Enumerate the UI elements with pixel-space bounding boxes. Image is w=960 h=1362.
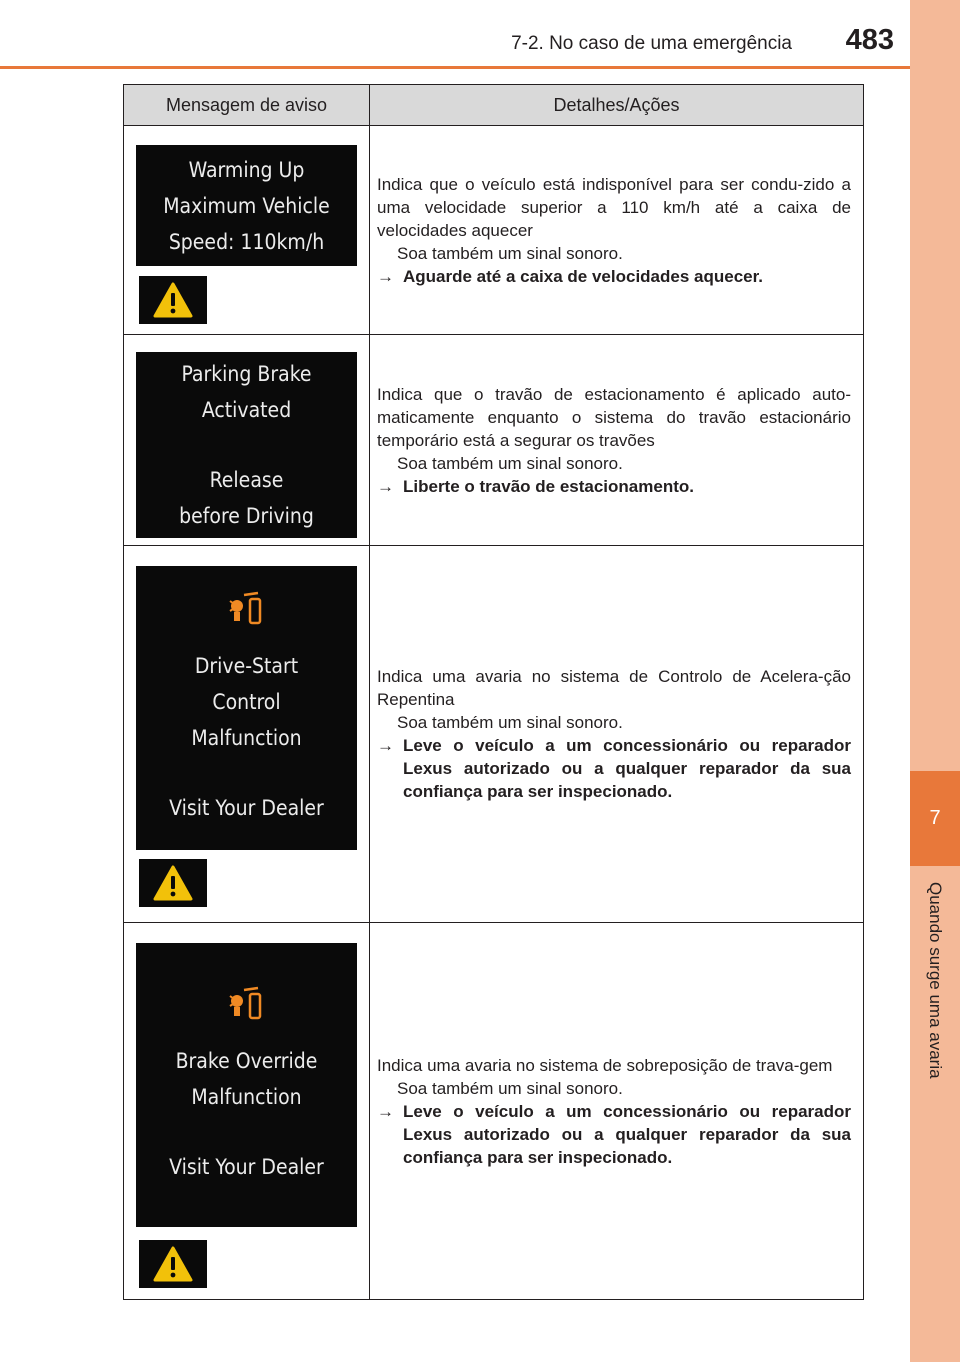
screen-line: Malfunction bbox=[191, 1084, 302, 1109]
table-row bbox=[124, 923, 864, 1300]
table-row bbox=[124, 126, 864, 335]
warning-messages-table bbox=[123, 84, 864, 1300]
description-text: Indica uma avaria no sistema de Controlo de Acelera-ção Repentina bbox=[377, 667, 851, 709]
action-line bbox=[377, 475, 851, 498]
message-cell bbox=[124, 335, 370, 546]
details-cell bbox=[370, 923, 864, 1300]
screen-line: Speed: 110km/h bbox=[168, 229, 325, 254]
screen-line: Drive-Start bbox=[194, 653, 299, 678]
sound-text: Soa também um sinal sonoro. bbox=[397, 713, 623, 732]
screen-line: Visit Your Dealer bbox=[169, 1154, 324, 1179]
action-text: Leve o veículo a um concessionário ou reparador Lexus autorizado ou a qualquer reparador da sua confiança para ser inspecionado. bbox=[403, 736, 851, 801]
display-screen bbox=[136, 943, 357, 1227]
screen-line: Activated bbox=[201, 398, 292, 422]
action-line bbox=[377, 1100, 851, 1169]
arrow-icon: → bbox=[377, 476, 394, 496]
display-screen bbox=[136, 352, 357, 538]
sound-text: Soa também um sinal sonoro. bbox=[397, 243, 623, 263]
description-text: Indica que o veículo está indisponível para ser condu-zido a uma velocidade superior a 110 km/h até a caixa de velocidades aquecer bbox=[377, 174, 851, 240]
arrow-icon: → bbox=[377, 266, 394, 286]
screen-line: Maximum Vehicle bbox=[163, 193, 330, 218]
screen-line: Brake Override bbox=[175, 1048, 318, 1073]
screen-line: Control bbox=[212, 689, 281, 714]
chapter-title: Quando surge uma avaria bbox=[926, 882, 945, 1079]
page-number: 483 bbox=[845, 24, 894, 56]
sound-text: Soa também um sinal sonoro. bbox=[397, 1078, 623, 1098]
screen-line: Release bbox=[209, 468, 284, 492]
message-cell bbox=[124, 126, 370, 335]
sound-text: Soa também um sinal sonoro. bbox=[397, 453, 623, 473]
column-header-message: Mensagem de aviso bbox=[124, 85, 370, 126]
screen-line: before Driving bbox=[179, 504, 314, 528]
message-cell bbox=[124, 923, 370, 1300]
action-text: Aguarde até a caixa de velocidades aquecer. bbox=[403, 266, 764, 286]
display-screen bbox=[136, 566, 357, 850]
chapter-side-tab bbox=[910, 0, 960, 1362]
warning-triangle-icon bbox=[139, 1240, 207, 1288]
column-header-details: Detalhes/Ações bbox=[370, 85, 864, 126]
screen-line: Visit Your Dealer bbox=[169, 795, 324, 820]
details-cell bbox=[370, 126, 864, 335]
screen-line: Malfunction bbox=[191, 725, 302, 750]
message-cell bbox=[124, 546, 370, 923]
details-cell bbox=[370, 546, 864, 923]
warning-triangle-icon bbox=[139, 276, 207, 324]
description-text: Indica que o travão de estacionamento é aplicado auto-maticamente enquanto o sistema do travão estacionário temporário está a segurar os travões bbox=[377, 384, 851, 450]
arrow-icon: → bbox=[377, 1101, 394, 1121]
arrow-icon: → bbox=[377, 736, 394, 755]
display-screen bbox=[136, 145, 357, 266]
table-row bbox=[124, 546, 864, 923]
section-title: 7-2. No caso de uma emergência bbox=[511, 33, 792, 54]
orange-system-warning-icon bbox=[228, 986, 266, 1031]
warning-triangle-icon bbox=[139, 859, 207, 907]
table-row bbox=[124, 335, 864, 546]
action-text: Leve o veículo a um concessionário ou reparador Lexus autorizado ou a qualquer reparador da sua confiança para ser inspecionado. bbox=[403, 1101, 851, 1167]
action-text: Liberte o travão de estacionamento. bbox=[403, 476, 694, 496]
screen-line: Parking Brake bbox=[181, 362, 312, 386]
chapter-number: 7 bbox=[910, 771, 960, 866]
screen-line: Warming Up bbox=[188, 157, 305, 182]
action-line bbox=[377, 265, 851, 288]
page-header bbox=[0, 0, 910, 69]
orange-system-warning-icon bbox=[228, 591, 266, 636]
details-cell bbox=[370, 335, 864, 546]
description-text: Indica uma avaria no sistema de sobreposição de trava-gem bbox=[377, 1055, 833, 1075]
action-line bbox=[377, 734, 851, 803]
